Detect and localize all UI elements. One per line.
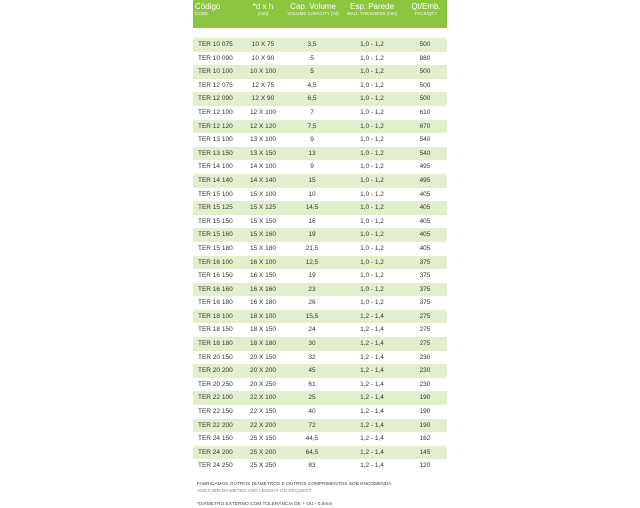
table-row [193, 215, 447, 229]
cell-volume: 10 [308, 190, 316, 198]
cell-dimensions: 15 X 180 [249, 244, 277, 252]
cell-volume: 15,5 [305, 312, 319, 320]
cell-dimensions: 15 X 100 [249, 190, 277, 198]
cell-wall: 1,0 - 1,2 [360, 299, 384, 307]
cell-code: TER 12 090 [198, 95, 233, 103]
cell-code: TER 15 160 [198, 231, 233, 239]
cell-code: TER 15 180 [198, 244, 233, 252]
cell-code: TER 16 180 [198, 299, 233, 307]
cell-volume: 26 [308, 299, 316, 307]
cell-wall: 1,0 - 1,2 [360, 54, 384, 62]
table-row [193, 38, 447, 52]
cell-wall: 1,0 - 1,2 [360, 68, 384, 76]
cell-volume: 13 [308, 149, 316, 157]
cell-dimensions: 18 X 150 [249, 326, 277, 334]
cell-code: TER 18 180 [198, 340, 233, 348]
table-row [193, 188, 447, 202]
header-dimensions: *d x h (mm) [252, 2, 274, 16]
cell-qty: 500 [419, 41, 431, 48]
cell-wall: 1,0 - 1,2 [360, 244, 384, 252]
cell-dimensions: 15 X 125 [249, 204, 277, 212]
cell-volume: 25 [308, 394, 316, 402]
cell-volume: 16 [308, 217, 316, 225]
cell-code: TER 14 140 [198, 176, 233, 184]
table-row [193, 419, 447, 433]
cell-volume: 83 [308, 462, 316, 470]
cell-qty: 405 [419, 231, 431, 239]
cell-wall: 1,2 - 1,4 [360, 462, 384, 470]
cell-qty: 880 [419, 54, 431, 62]
cell-code: TER 10 075 [198, 41, 233, 48]
cell-volume: 61 [308, 380, 316, 388]
cell-wall: 1,0 - 1,2 [360, 231, 384, 239]
cell-qty: 190 [419, 421, 431, 429]
cell-dimensions: 10 X 75 [251, 41, 275, 48]
cell-wall: 1,2 - 1,4 [360, 448, 384, 456]
cell-qty: 190 [419, 394, 431, 402]
table-row [193, 242, 447, 256]
cell-volume: 44,5 [305, 435, 319, 443]
table-row [193, 391, 447, 405]
header-volume: Cap. Volume VOLUME CAPACITY (ml) [287, 2, 339, 16]
cell-volume: 21,5 [305, 244, 319, 252]
cell-code: TER 22 100 [198, 394, 233, 402]
table-body [193, 38, 447, 473]
cell-code: TER 15 125 [198, 204, 233, 212]
cell-volume: 12,5 [305, 258, 319, 266]
cell-dimensions: 10 X 100 [249, 68, 277, 76]
cell-dimensions: 16 X 180 [249, 299, 277, 307]
header-code: Código CODE [195, 2, 221, 16]
cell-code: TER 24 150 [198, 435, 233, 443]
cell-qty: 162 [419, 435, 431, 443]
cell-wall: 1,2 - 1,4 [360, 380, 384, 388]
cell-wall: 1,0 - 1,2 [360, 41, 384, 48]
table-row [193, 364, 447, 378]
cell-code: TER 20 150 [198, 353, 233, 361]
cell-volume: 7 [310, 108, 314, 116]
cell-volume: 30 [308, 340, 316, 348]
cell-qty: 405 [419, 190, 431, 198]
cell-qty: 230 [419, 353, 431, 361]
cell-wall: 1,0 - 1,2 [360, 81, 384, 89]
cell-dimensions: 16 X 150 [249, 272, 277, 280]
table-row [193, 92, 447, 106]
table-row [193, 269, 447, 283]
cell-code: TER 16 100 [198, 258, 233, 266]
cell-qty: 405 [419, 217, 431, 225]
header-qty: Qt/Emb. PACK/QTY [411, 2, 441, 16]
cell-volume: 3,5 [307, 41, 317, 48]
cell-code: TER 12 120 [198, 122, 233, 130]
table-row [193, 337, 447, 351]
cell-volume: 32 [308, 353, 316, 361]
cell-dimensions: 13 X 150 [249, 149, 277, 157]
cell-wall: 1,0 - 1,2 [360, 190, 384, 198]
cell-dimensions: 12 X 120 [249, 122, 277, 130]
table-row [193, 120, 447, 134]
cell-volume: 4,5 [307, 81, 317, 89]
table-row [193, 65, 447, 79]
cell-volume: 9 [310, 163, 314, 171]
cell-dimensions: 22 X 150 [249, 408, 277, 416]
cell-qty: 375 [419, 299, 431, 307]
cell-code: TER 24 200 [198, 448, 233, 456]
header-wall: Esp. Parede WALL THICKNESS (mm) [346, 2, 398, 16]
cell-wall: 1,0 - 1,2 [360, 95, 384, 103]
cell-dimensions: 18 X 100 [249, 312, 277, 320]
cell-volume: 19 [308, 231, 316, 239]
cell-qty: 540 [419, 136, 431, 144]
cell-wall: 1,0 - 1,2 [360, 204, 384, 212]
cell-wall: 1,0 - 1,2 [360, 163, 384, 171]
cell-volume: 5 [310, 54, 314, 62]
cell-volume: 23 [308, 285, 316, 293]
cell-qty: 375 [419, 285, 431, 293]
cell-volume: 6,5 [307, 95, 317, 103]
cell-wall: 1,0 - 1,2 [360, 149, 384, 157]
cell-wall: 1,2 - 1,4 [360, 340, 384, 348]
cell-code: TER 24 250 [198, 462, 233, 470]
cell-dimensions: 15 X 160 [249, 231, 277, 239]
table-row [193, 52, 447, 66]
note-custom-sizes: FABRICAMOS OUTROS DIÂMETROS E OUTROS COMPRIMENTOS SOB ENCOMENDA [197, 482, 392, 487]
table-row [193, 174, 447, 188]
cell-wall: 1,2 - 1,4 [360, 353, 384, 361]
cell-wall: 1,2 - 1,4 [360, 326, 384, 334]
cell-dimensions: 14 X 140 [249, 176, 277, 184]
cell-code: TER 15 150 [198, 217, 233, 225]
cell-qty: 190 [419, 408, 431, 416]
cell-code: TER 12 075 [198, 81, 233, 89]
cell-volume: 7,5 [307, 122, 317, 130]
cell-dimensions: 22 X 100 [249, 394, 277, 402]
cell-volume: 5 [310, 68, 314, 76]
table-row [193, 351, 447, 365]
table-row [193, 133, 447, 147]
cell-volume: 45 [308, 367, 316, 375]
cell-qty: 610 [419, 108, 431, 116]
cell-wall: 1,0 - 1,2 [360, 217, 384, 225]
cell-volume: 14,5 [305, 204, 319, 212]
cell-qty: 405 [419, 244, 431, 252]
cell-wall: 1,2 - 1,4 [360, 421, 384, 429]
table-row [193, 310, 447, 324]
cell-code: TER 22 200 [198, 421, 233, 429]
cell-qty: 670 [419, 122, 431, 130]
product-spec-table [193, 0, 447, 508]
table-row [193, 296, 447, 310]
cell-qty: 375 [419, 272, 431, 280]
note-custom-sizes-en: ANOTHER DIAMETER AND LENGHT ON REQUEST [197, 489, 312, 494]
table-row [193, 459, 447, 473]
cell-wall: 1,0 - 1,2 [360, 122, 384, 130]
cell-volume: 24 [308, 326, 316, 334]
cell-dimensions: 16 X 160 [249, 285, 277, 293]
cell-dimensions: 22 X 200 [249, 421, 277, 429]
cell-dimensions: 13 X 100 [249, 136, 277, 144]
table-row [193, 79, 447, 93]
cell-volume: 40 [308, 408, 316, 416]
table-row [193, 228, 447, 242]
cell-qty: 495 [419, 176, 431, 184]
cell-wall: 1,0 - 1,2 [360, 272, 384, 280]
cell-qty: 405 [419, 204, 431, 212]
cell-dimensions: 18 X 180 [249, 340, 277, 348]
cell-dimensions: 12 X 90 [251, 95, 275, 103]
cell-code: TER 20 250 [198, 380, 233, 388]
cell-code: TER 20 200 [198, 367, 233, 375]
cell-wall: 1,2 - 1,4 [360, 394, 384, 402]
cell-code: TER 13 100 [198, 136, 233, 144]
table-row [193, 256, 447, 270]
table-row [193, 106, 447, 120]
cell-qty: 230 [419, 367, 431, 375]
cell-qty: 500 [419, 68, 431, 76]
cell-dimensions: 10 X 90 [251, 54, 275, 62]
cell-dimensions: 25 X 200 [249, 448, 277, 456]
cell-code: TER 16 160 [198, 285, 233, 293]
cell-dimensions: 25 X 250 [249, 462, 277, 470]
cell-volume: 15 [308, 176, 316, 184]
cell-qty: 500 [419, 95, 431, 103]
cell-code: TER 16 150 [198, 272, 233, 280]
footnotes [193, 481, 447, 508]
table-row [193, 147, 447, 161]
table-row [193, 405, 447, 419]
note-tolerance: *DIÂMETRO EXTERNO COM TOLERÂNCIA DE + OU - 0,5mm [197, 502, 333, 507]
header-gap [193, 28, 447, 38]
cell-wall: 1,0 - 1,2 [360, 285, 384, 293]
cell-dimensions: 14 X 100 [249, 163, 277, 171]
cell-volume: 9 [310, 136, 314, 144]
table-row [193, 378, 447, 392]
cell-dimensions: 15 X 150 [249, 217, 277, 225]
cell-qty: 120 [419, 462, 431, 470]
table-header [193, 0, 447, 28]
cell-wall: 1,2 - 1,4 [360, 408, 384, 416]
cell-code: TER 18 100 [198, 312, 233, 320]
cell-dimensions: 20 X 150 [249, 353, 277, 361]
cell-qty: 275 [419, 326, 431, 334]
cell-wall: 1,0 - 1,2 [360, 108, 384, 116]
cell-dimensions: 16 X 100 [249, 258, 277, 266]
cell-code: TER 13 150 [198, 149, 233, 157]
table-row [193, 323, 447, 337]
table-row [193, 432, 447, 446]
cell-wall: 1,2 - 1,4 [360, 435, 384, 443]
cell-qty: 375 [419, 258, 431, 266]
cell-wall: 1,0 - 1,2 [360, 176, 384, 184]
cell-wall: 1,0 - 1,2 [360, 258, 384, 266]
cell-volume: 64,5 [305, 448, 319, 456]
table-row [193, 201, 447, 215]
cell-wall: 1,2 - 1,4 [360, 367, 384, 375]
table-row [193, 160, 447, 174]
cell-code: TER 15 100 [198, 190, 233, 198]
cell-qty: 230 [419, 380, 431, 388]
cell-code: TER 10 090 [198, 54, 233, 62]
cell-volume: 72 [308, 421, 316, 429]
cell-code: TER 12 100 [198, 108, 233, 116]
cell-wall: 1,2 - 1,4 [360, 312, 384, 320]
cell-qty: 540 [419, 149, 431, 157]
cell-qty: 275 [419, 340, 431, 348]
cell-qty: 275 [419, 312, 431, 320]
cell-qty: 495 [419, 163, 431, 171]
cell-wall: 1,0 - 1,2 [360, 136, 384, 144]
cell-qty: 500 [419, 81, 431, 89]
cell-dimensions: 12 X 75 [251, 81, 275, 89]
table-row [193, 446, 447, 460]
cell-dimensions: 20 X 250 [249, 380, 277, 388]
cell-dimensions: 20 X 200 [249, 367, 277, 375]
cell-dimensions: 25 X 150 [249, 435, 277, 443]
cell-dimensions: 12 X 100 [249, 108, 277, 116]
cell-qty: 145 [419, 448, 431, 456]
cell-code: TER 22 150 [198, 408, 233, 416]
cell-code: TER 14 100 [198, 163, 233, 171]
cell-code: TER 10 100 [198, 68, 233, 76]
cell-code: TER 18 150 [198, 326, 233, 334]
cell-volume: 19 [308, 272, 316, 280]
table-row [193, 283, 447, 297]
